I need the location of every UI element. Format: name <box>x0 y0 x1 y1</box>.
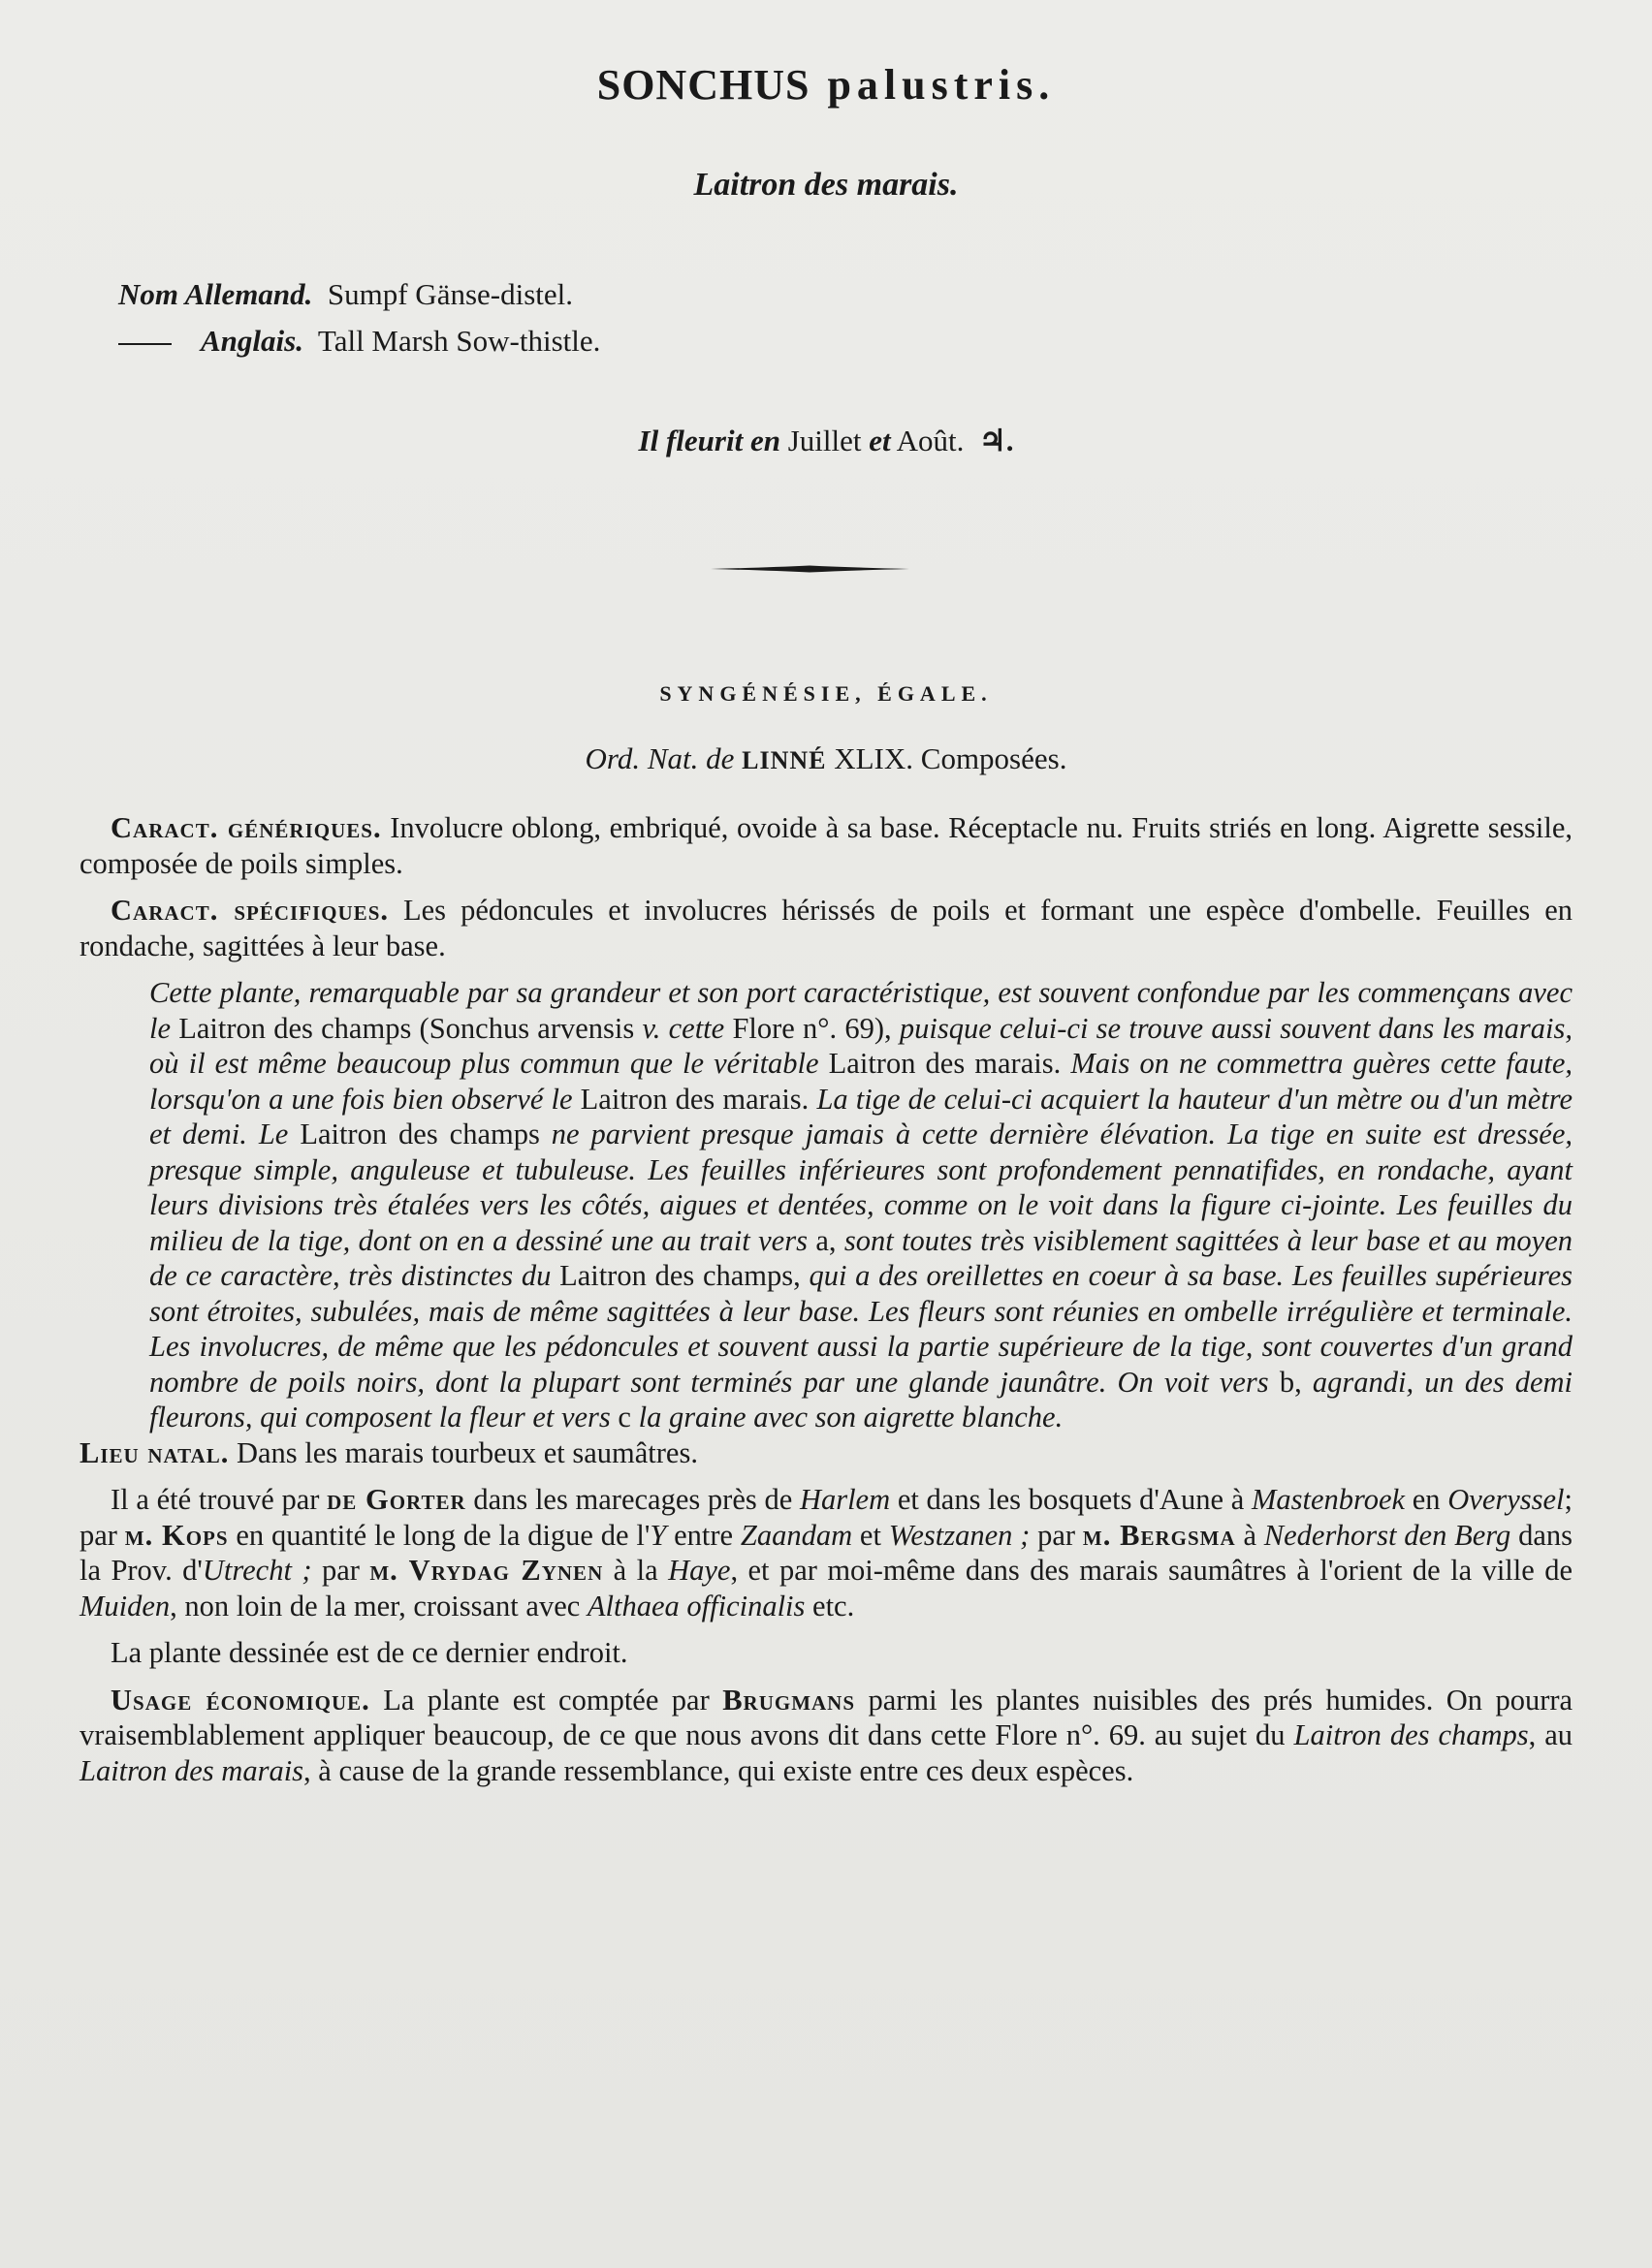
order-de: de <box>706 741 735 775</box>
habitat-label: Lieu natal. <box>79 1435 230 1469</box>
ditto-dash <box>118 343 172 345</box>
habitat-text: Dans les marais tourbeux et saumâtres. <box>236 1435 698 1469</box>
obs-upright-4: Laitron des marais. <box>580 1082 810 1116</box>
obs-text-6: ne parvient presque jamais à cette dernière élévation. La tige en suite est dressée, presque simple, anguleuse et tubuleuse. Les feuilles inférieures sont profondement pennatifides, en rondache, ayant leurs divisions très étalées vers les côtés, aigues et dentées, comme on le voit dans la figure ci-jointe. Les feuilles du milieu de la tige, dont on en a dessiné une au trait vers <box>149 1118 1573 1257</box>
plant-name: Althaea officinalis <box>587 1589 806 1622</box>
obs-upright-3: Laitron des marais. <box>828 1047 1062 1080</box>
generic-characters <box>79 810 1573 881</box>
obs-text-5: La tige de celui-ci acquiert la hauteur d'un mètre ou d'un mètre et demi. Le <box>149 1082 1573 1150</box>
obs-text-1: Cette plante, remarquable par sa grandeur et son port caractéristique, est souvent confondue par les commençans avec le <box>149 976 1573 1045</box>
german-label: Nom Allemand. <box>118 277 313 311</box>
english-label: Anglais. <box>201 324 303 358</box>
obs-text-7: sont toutes très visiblement sagittées à leur base et au moyen de ce caractère, très distinctes du <box>149 1223 1573 1292</box>
plant-name: Laitron des marais <box>79 1753 304 1787</box>
place-name: Harlem <box>799 1483 891 1516</box>
observation-paragraph <box>149 975 1573 1435</box>
english-name-row <box>118 318 600 364</box>
place-name: Mastenbroek <box>1251 1483 1406 1516</box>
page-title <box>0 60 1652 110</box>
generic-label: Caract. génériques. <box>111 811 382 844</box>
english-name: Tall Marsh Sow-thistle. <box>317 324 601 358</box>
place-name: Zaandam <box>740 1518 853 1552</box>
loc-text: entre <box>674 1518 734 1552</box>
place-name: Utrecht ; <box>202 1554 312 1587</box>
obs-text-4: Mais on ne commettra guères cette faute, lorsqu'on a une fois bien observé le <box>149 1047 1573 1116</box>
vernacular-names <box>118 271 600 364</box>
drawn-from-note: La plante dessinée est de ce dernier endroit. <box>111 1636 628 1669</box>
obs-text-3: puisque celui-ci se trouve aussi souvent dans les marais, où il est même beaucoup plus commun que le véritable <box>149 1011 1573 1080</box>
collector-name: m. Bergsma <box>1082 1518 1236 1552</box>
flowering-juillet: Juillet <box>787 424 862 457</box>
place-name: Muiden <box>79 1589 171 1622</box>
obs-text-8: qui a des oreillettes en coeur à sa base. Les feuilles supérieures sont étroites, subulées, mais de même sagittées à leur base. Les fleurs sont réunies en ombelle irrégulière et terminale. Les involucres, de même que les pédoncules et souvent aussi la partie supérieure de la tige, sont couvertes d'un grand nombre de poils noirs, dont la plupart sont terminés par une glande jaunâtre. On voit vers <box>149 1259 1573 1399</box>
flowering-en: en <box>749 424 780 457</box>
title-genus: SONCHUS <box>596 61 810 109</box>
collector-name: m. Kops <box>124 1518 229 1552</box>
generic-text: Involucre oblong, embriqué, ovoide à sa base. Réceptacle nu. Fruits striés en long. Aigrette sessile, composée de poils simples. <box>79 811 1573 880</box>
loc-text: à <box>1243 1518 1256 1552</box>
specific-characters <box>79 893 1573 963</box>
loc-text: ; par <box>79 1483 1573 1552</box>
flowering-line <box>0 424 1652 458</box>
collector-name: m. Vrydag Zynen <box>369 1554 604 1587</box>
place-name: Haye <box>668 1554 731 1587</box>
specific-text: Les pédoncules et involucres hérissés de poils et formant une espèce d'ombelle. Feuilles en rondache, sagittées à leur base. <box>79 894 1573 962</box>
loc-text: dans les marecages près de <box>473 1483 793 1516</box>
order-linne: LINNÉ <box>742 746 827 774</box>
habitat-paragraph <box>79 1435 1573 1471</box>
linnaean-class: SYNGÉNÉSIE, ÉGALE. <box>659 681 993 706</box>
loc-text: et <box>859 1518 881 1552</box>
loc-text: et dans les bosquets d'Aune à <box>897 1483 1245 1516</box>
usage-text: , au <box>1528 1718 1573 1751</box>
loc-text: , non loin de la mer, croissant avec <box>170 1589 581 1622</box>
order-ord-nat: Ord. Nat. <box>585 741 699 775</box>
perennial-symbol: ♃. <box>978 424 1014 457</box>
obs-upright-7: Laitron des champs, <box>559 1259 801 1292</box>
plant-name: Laitron des champs <box>1293 1718 1529 1751</box>
obs-text-9: agrandi, un des demi fleurons, qui composent la fleur et vers <box>149 1365 1573 1433</box>
place-name: Westzanen ; <box>888 1518 1031 1552</box>
flowering-aout: Août. <box>896 424 965 457</box>
usage-text: , à cause de la grande ressemblance, qui existe entre ces deux espèces. <box>303 1753 1134 1787</box>
usage-text: parmi les plantes nuisibles des prés humides. On pourra vraisemblablement appliquer beaucoup, de ce que nous avons dit dans cette Flore n°. 69. au sujet du <box>79 1683 1573 1751</box>
place-name: Nederhorst den Berg <box>1263 1518 1511 1552</box>
loc-text: dans la Prov. d' <box>79 1518 1573 1587</box>
place-name: Y <box>650 1518 667 1552</box>
obs-upright-5: Laitron des champs <box>300 1118 540 1150</box>
loc-text: par <box>1037 1518 1076 1552</box>
loc-text: en <box>1412 1483 1441 1516</box>
usage-label: Usage économique. <box>111 1683 370 1717</box>
loc-text: Il a été trouvé par <box>111 1483 320 1516</box>
german-name-row <box>118 271 600 318</box>
specific-label: Caract. spécifiques. <box>111 894 389 927</box>
obs-upright-6: a, <box>815 1223 837 1257</box>
order-rest: XLIX. Composées. <box>834 741 1067 775</box>
flowering-et: et <box>869 424 891 457</box>
description-body <box>79 810 1573 1788</box>
loc-text: par <box>321 1554 360 1587</box>
german-name: Sumpf Gänse-distel. <box>327 277 574 311</box>
place-name: Overyssel <box>1447 1483 1565 1516</box>
collector-name: de Gorter <box>327 1483 466 1516</box>
loc-text: , et par moi-même dans des marais saumâtres à l'orient de la ville de <box>730 1554 1573 1587</box>
obs-upright-2: Flore n°. 69), <box>732 1011 892 1045</box>
loc-text: à la <box>613 1554 658 1587</box>
usage-paragraph <box>79 1683 1573 1789</box>
loc-text: etc. <box>812 1589 855 1622</box>
localities-paragraph <box>79 1482 1573 1623</box>
obs-upright-9: c <box>618 1401 631 1433</box>
obs-upright-8: b, <box>1279 1365 1302 1399</box>
title-species: palustris. <box>827 61 1056 109</box>
flowering-il-fleurit: Il fleurit <box>638 424 744 457</box>
obs-upright-1: Laitron des champs (Sonchus arvensis <box>178 1011 635 1045</box>
ornamental-rule <box>711 565 909 573</box>
obs-text-2: v. cette <box>642 1011 725 1045</box>
natural-order <box>0 741 1652 776</box>
obs-text-10: la graine avec son aigrette blanche. <box>638 1401 1064 1433</box>
author-name: Brugmans <box>722 1683 856 1717</box>
usage-text: La plante est comptée par <box>383 1683 710 1717</box>
loc-text: en quantité le long de la digue de l' <box>236 1518 651 1552</box>
common-name: Laitron des marais. <box>693 167 959 203</box>
